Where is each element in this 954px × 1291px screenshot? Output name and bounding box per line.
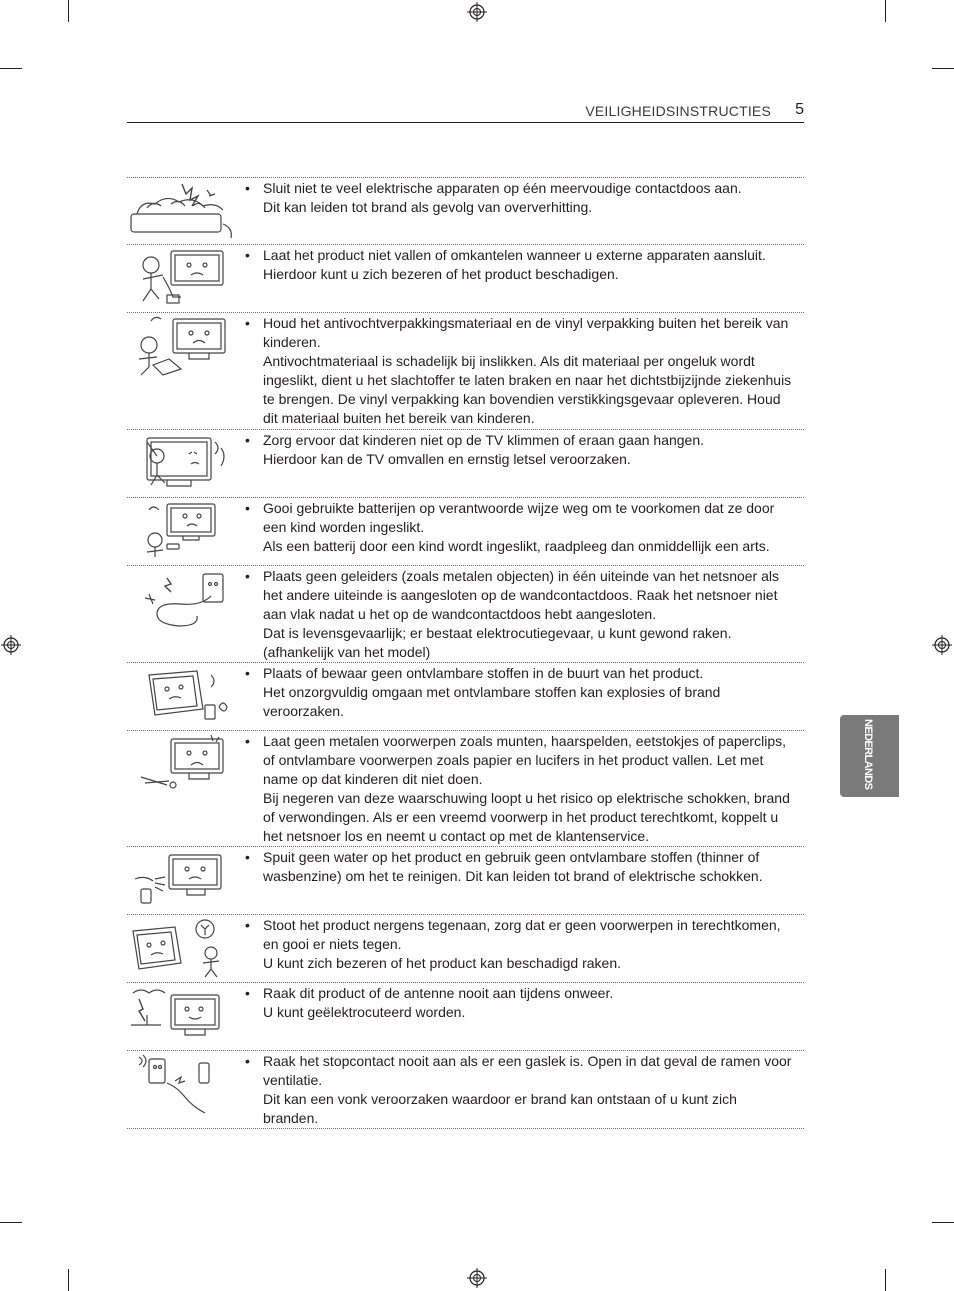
list-item	[127, 177, 804, 245]
list-item	[127, 429, 804, 498]
list-item	[127, 497, 804, 566]
page-number: 5	[795, 101, 804, 118]
list-item	[127, 982, 804, 1051]
crop-mark	[0, 68, 22, 69]
registration-mark-icon	[467, 2, 487, 22]
child-climbing-tv-icon	[127, 432, 235, 494]
instruction-text: Laat het product niet vallen of omkantelen wanneer u externe apparaten aansluit. Hierdoor kunt u zich bezeren of het product beschadigen.	[263, 247, 766, 282]
lightning-antenna-icon	[127, 985, 235, 1047]
instruction-text: Plaats of bewaar geen ontvlambare stoffen in de buurt van het product. Het onzorgvuldig omgaan met ontvlambare stoffen kan explosies of brand veroorzaken.	[263, 665, 721, 719]
bullet: •	[245, 665, 250, 681]
bullet: •	[245, 432, 250, 448]
bullet: •	[245, 985, 250, 1001]
crop-mark	[68, 0, 69, 22]
language-tab-label: NEDERLANDS	[862, 719, 874, 790]
crop-mark	[932, 1222, 954, 1223]
child-with-packaging-icon	[127, 315, 235, 377]
metal-objects-in-tv-icon	[127, 733, 235, 795]
crop-mark	[885, 1269, 886, 1291]
overloaded-power-strip-icon	[127, 180, 235, 242]
bullet: •	[245, 733, 250, 749]
list-item	[127, 846, 804, 915]
list-item	[127, 730, 804, 847]
page-header	[127, 101, 804, 123]
bullet: •	[245, 500, 250, 516]
child-pulling-tv-icon	[127, 247, 235, 309]
bullet: •	[245, 1053, 250, 1069]
crop-mark	[68, 1269, 69, 1291]
instruction-text: Houd het antivochtverpakkingsmateriaal en de vinyl verpakking buiten het bereik van kinderen. Antivochtmateriaal is schadelijk bij inslikken. Als dit materiaal per ongeluk wordt ingeslikt, dient u het slachtoffer te laten braken en naar het dichtstbijzijnde ziekenhuis te brengen. De vinyl verpakking kan bovendien verstikkingsgevaar opleveren. Houd dit materiaal buiten het bereik van kinderen.	[263, 315, 792, 426]
spraying-water-on-tv-icon	[127, 849, 235, 911]
instruction-text: Sluit niet te veel elektrische apparaten op één meervoudige contactdoos aan. Dit kan leiden tot brand als gevolg van oververhitting.	[263, 180, 742, 215]
crop-mark	[885, 0, 886, 22]
gas-leak-socket-icon	[127, 1053, 235, 1115]
bullet: •	[245, 917, 250, 933]
crop-mark	[0, 1222, 22, 1223]
instruction-text: Spuit geen water op het product en gebruik geen ontvlambare stoffen (thinner of wasbenzine) om het te reinigen. Dit kan leiden tot brand of elektrische schokken.	[263, 849, 763, 884]
flammable-materials-icon	[127, 665, 235, 727]
instruction-text: Plaats geen geleiders (zoals metalen objecten) in één uiteinde van het netsnoer als het andere uiteinde is aangesloten op de wandcontactdoos. Raak het netsnoer niet aan vlak nadat u het op de wandcontactdoos hebt aangesloten. Dat is levensgevaarlijk; er bestaat elektrocutiegevaar, u kunt gewond raken. (afhankelijk van het model)	[263, 568, 779, 660]
bullet: •	[245, 849, 250, 865]
list-item	[127, 662, 804, 731]
registration-mark-icon	[467, 1268, 487, 1288]
list-item	[127, 914, 804, 983]
registration-mark-icon	[932, 635, 952, 655]
list-item	[127, 244, 804, 313]
list-item	[127, 312, 804, 430]
instruction-text: Stoot het product nergens tegenaan, zorg dat er geen voorwerpen in terechtkomen, en gooi er niets tegen. U kunt zich bezeren of het product kan beschadigd raken.	[263, 917, 781, 971]
instruction-text: Gooi gebruikte batterijen op verantwoorde wijze weg om te voorkomen dat ze door een kind worden ingeslikt. Als een batterij door een kind wordt ingeslikt, raadpleeg dan onmiddellijk een arts.	[263, 500, 775, 554]
instruction-text: Laat geen metalen voorwerpen zoals munten, haarspelden, eetstokjes of paperclips, of ontvlambare voorwerpen zoals papier en lucifers in het product vallen. Let met name op dat kinderen dit niet doen. Bij negeren van deze waarschuwing loopt u het risico op elektrische schokken, brand of verwondingen. Als er een vreemd voorwerp in het product terechtkomt, koppelt u het netsnoer los en neemt u contact op met de klantenservice.	[263, 733, 790, 844]
instruction-text: Raak het stopcontact nooit aan als er een gaslek is. Open in dat geval de ramen voor ventilatie. Dit kan een vonk veroorzaken waardoor er brand kan ontstaan of u kunt zich branden.	[263, 1053, 792, 1126]
instruction-text: Raak dit product of de antenne nooit aan tijdens onweer. U kunt geëlektrocuteerd worden.	[263, 985, 614, 1020]
list-item	[127, 565, 804, 663]
language-tab	[840, 715, 899, 797]
bullet: •	[245, 568, 250, 584]
list-item	[127, 1050, 804, 1129]
ball-hitting-tv-icon	[127, 917, 235, 979]
bullet: •	[245, 180, 250, 196]
crop-mark	[932, 68, 954, 69]
section-title: VEILIGHEIDSINSTRUCTIES	[585, 103, 771, 119]
bullet: •	[245, 315, 250, 331]
registration-mark-icon	[1, 635, 21, 655]
bullet: •	[245, 247, 250, 263]
instruction-text: Zorg ervoor dat kinderen niet op de TV klimmen of eraan gaan hangen. Hierdoor kan de TV omvallen en ernstig letsel veroorzaken.	[263, 432, 705, 467]
conductor-in-power-cord-icon	[127, 568, 235, 630]
child-swallowing-battery-icon	[127, 500, 235, 562]
